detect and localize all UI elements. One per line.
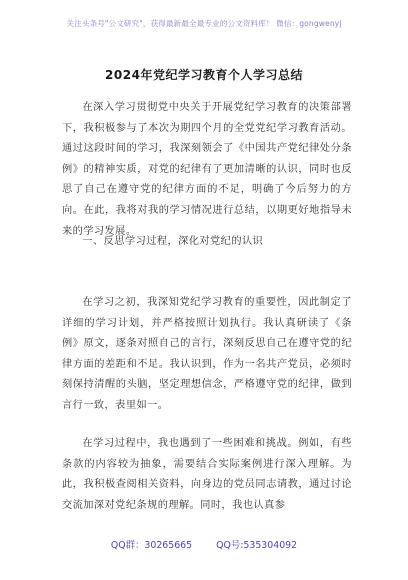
paragraph-text: 在学习过程中，我也遇到了一些困难和挑战。例如，有些条款的内容较为抽象，需要结合实际案例进行深入理解。为此，我积极查阅相关资料，向身边的党员同志请教，通过讨论交流加深对党纪条规的理解。同时，我也认真参 — [62, 438, 352, 511]
header-note: 关注头条号"公文研究"，获得最新最全最专业的公文资料库！ 微信：gongwenyj — [66, 19, 342, 28]
paragraph-study-process — [62, 434, 352, 516]
document-title: 2024年党纪学习教育个人学习总结 — [105, 68, 303, 82]
paragraph-text: 在学习之初，我深知党纪学习教育的重要性，因此制定了详细的学习计划，并严格按照计划执行。我认真研读了《条例》原文，逐条对照自己的言行，深刻反思自己在遵守党的纪律方面的差距和不足。我认识到，作为一名共产党员，必须时刻保持清醒的头脑，坚定理想信念，严格遵守党的纪律，做到言行一致，表里如一。 — [62, 297, 352, 411]
footer-qq-group: QQ群：30265665 — [110, 540, 193, 551]
section-heading — [62, 232, 352, 253]
footer-contact — [0, 537, 408, 551]
footer-qq-number: QQ号:535304092 — [216, 540, 298, 551]
section-heading-text: 一、反思学习过程，深化对党纪的认识 — [82, 236, 264, 247]
paragraph-study-start — [62, 293, 352, 417]
paragraph-text: 在深入学习贯彻党中央关于开展党纪学习教育的决策部署下，我积极参与了本次为期四个月的全党党纪学习教育活动。通过这段时间的学习，我深刻领会了《中国共产党纪律处分条例》的精神实质，对党的纪律有了更加清晰的认识，同时也反思了自己在遵守党的纪律方面的不足，明确了今后努力的方向。在此，我将对我的学习情况进行总结，以期更好地指导未来的学习发展。 — [62, 102, 352, 237]
paragraph-intro — [62, 98, 352, 242]
